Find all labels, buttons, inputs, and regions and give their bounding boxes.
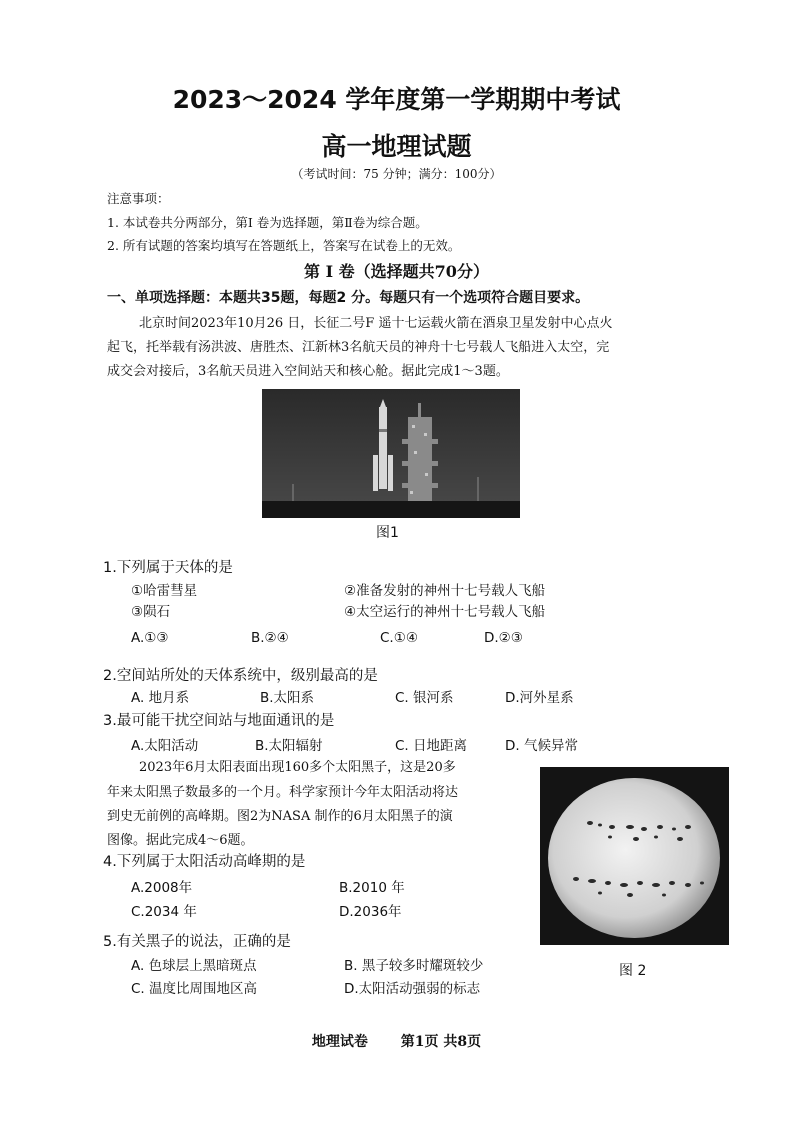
passage1-line: 成交会对接后，3名航天员进入空间站天和核心舱。据此完成1～3题。 <box>107 364 509 379</box>
notes-heading: 注意事项： <box>107 191 170 206</box>
exam-title: 2023～2024 学年度第一学期期中考试 <box>172 85 621 114</box>
q4-option-d: D.2036年 <box>339 904 402 920</box>
q3-stem: 3.最可能干扰空间站与地面通讯的是 <box>103 713 335 729</box>
note-item: 2. 所有试题的答案均填写在答题纸上，答案写在试卷上的无效。 <box>107 238 461 253</box>
passage2-line: 图像。据此完成4～6题。 <box>107 833 254 848</box>
passage2-line: 到史无前例的高峰期。图2为NASA 制作的6月太阳黑子的演 <box>107 809 453 824</box>
q3-option-d: D. 气候异常 <box>505 738 578 754</box>
q1-item: ②准备发射的神州十七号载人飞船 <box>344 583 546 599</box>
rocket-launch-illustration <box>262 389 520 518</box>
q1-option-c: C.①④ <box>380 630 418 646</box>
q1-option-a: A.①③ <box>131 630 169 646</box>
q5-option-a: A. 色球层上黑暗斑点 <box>131 958 257 974</box>
figure2-caption: 图 2 <box>619 963 647 979</box>
q3-option-c: C. 日地距离 <box>395 738 468 754</box>
passage2-line: 年来太阳黑子数最多的一个月。科学家预计今年太阳活动将达 <box>107 785 459 800</box>
footer-page-number: 第1页 共8页 <box>400 1034 482 1050</box>
note-item: 1. 本试卷共分两部分，第Ⅰ 卷为选择题，第Ⅱ卷为综合题。 <box>107 215 428 230</box>
q1-option-b: B.②④ <box>251 630 289 646</box>
q3-option-b: B.太阳辐射 <box>255 738 323 754</box>
rocket-launch-photo <box>262 389 520 518</box>
q1-option-d: D.②③ <box>484 630 523 646</box>
passage2-line: 2023年6月太阳表面出现160多个太阳黑子，这是20多 <box>139 760 456 775</box>
q3-option-a: A.太阳活动 <box>131 738 199 754</box>
q1-item: ①哈雷彗星 <box>131 583 198 599</box>
q5-stem: 5.有关黑子的说法，正确的是 <box>103 934 291 950</box>
q1-item: ④太空运行的神州十七号载人飞船 <box>344 604 546 620</box>
q4-option-a: A.2008年 <box>131 880 193 896</box>
q5-option-d: D.太阳活动强弱的标志 <box>344 981 481 997</box>
q2-stem: 2.空间站所处的天体系统中，级别最高的是 <box>103 668 378 684</box>
figure1-caption: 图1 <box>376 525 399 541</box>
q4-option-b: B.2010 年 <box>339 880 405 896</box>
q5-option-c: C. 温度比周围地区高 <box>131 981 258 997</box>
section-title: 第 Ⅰ 卷（选择题共70分） <box>304 262 489 281</box>
footer-subject: 地理试卷 <box>311 1034 368 1050</box>
sun-sunspots-illustration <box>540 767 729 945</box>
exam-info: （考试时间：75 分钟；满分：100分） <box>291 167 502 181</box>
q5-option-b: B. 黑子较多时耀斑较少 <box>344 958 484 974</box>
passage1-line: 起飞，托举载有汤洪波、唐胜杰、江新林3名航天员的神舟十七号载人飞船进入太空，完 <box>107 340 610 355</box>
sunspot-image <box>540 767 729 945</box>
page-footer <box>0 1031 793 1051</box>
q4-stem: 4.下列属于太阳活动高峰期的是 <box>103 854 306 870</box>
q4-option-c: C.2034 年 <box>131 904 197 920</box>
passage1-line: 北京时间2023年10月26 日，长征二号F 遥十七运载火箭在酒泉卫星发射中心点火 <box>139 316 613 331</box>
section-instruction: 一、单项选择题：本题共35题，每题2 分。每题只有一个选项符合题目要求。 <box>107 290 590 306</box>
q2-option-b: B.太阳系 <box>260 690 315 706</box>
exam-subtitle: 高一地理试题 <box>321 132 472 161</box>
q2-option-c: C. 银河系 <box>395 690 454 706</box>
q1-stem: 1.下列属于天体的是 <box>103 560 233 576</box>
q2-option-a: A. 地月系 <box>131 690 190 706</box>
q2-option-d: D.河外星系 <box>505 690 574 706</box>
q1-item: ③陨石 <box>131 604 171 620</box>
